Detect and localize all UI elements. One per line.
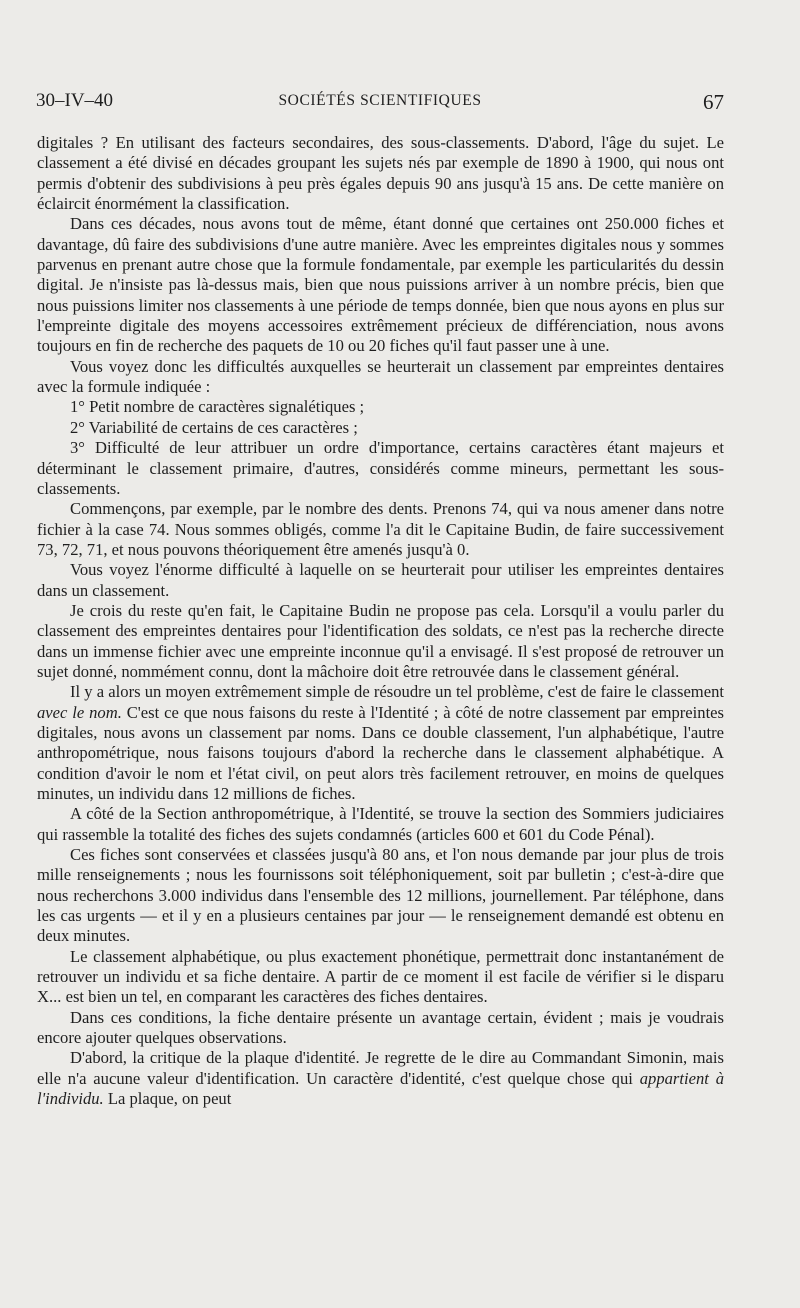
paragraph: Je crois du reste qu'en fait, le Capitaine Budin ne propose pas cela. Lorsqu'il a voulu parler du classement des empreintes dentaires pour l'identification des soldats, ce n'est pas la recherche directe dans un immense fichier avec une empreinte inconnue qu'il a envisagé. Il s'est proposé de retrouver un sujet donné, nommément connu, dont la mâchoire doit être retrouvée dans le classement général.	[37, 600, 724, 681]
list-item: 1° Petit nombre de caractères signalétiques ;	[70, 397, 365, 417]
page-number: 67	[703, 90, 724, 114]
list-item: 3° Difficulté de leur attribuer un ordre d'importance, certains caractères étant majeurs et déterminant le classement primaire, d'autres, considérés comme mineurs, permettant les sous-classements.	[37, 438, 724, 498]
paragraph: digitales ? En utilisant des facteurs secondaires, des sous-classements. D'abord, l'âge du sujet. Le classement a été divisé en décades groupant les sujets nés par exemple de 1890 à 1900, qui nous ont permis d'obtenir des subdivisions à peu près égales depuis 90 ans jusqu'à 15 ans. De cette manière on éclaircit énormément la classification.	[37, 133, 724, 214]
paragraph: Le classement alphabétique, ou plus exactement phonétique, permettrait donc instantanément de retrouver un individu et sa fiche dentaire. A partir de ce moment il est facile de vérifier si le disparu X... est bien un tel, en comparant les caractères des fiches dentaires.	[37, 946, 724, 1007]
header-title: SOCIÉTÉS SCIENTIFIQUES	[278, 92, 482, 109]
body-text	[37, 133, 724, 1110]
paragraph	[37, 1048, 724, 1109]
paragraph: A côté de la Section anthropométrique, à l'Identité, se trouve la section des Sommiers judiciaires qui rassemble la totalité des fiches des sujets condamnés (articles 600 et 601 du Code Pénal).	[37, 804, 724, 844]
paragraph: Commençons, par exemple, par le nombre des dents. Prenons 74, qui va nous amener dans notre fichier à la case 74. Nous sommes obligés, comme l'a dit le Capitaine Budin, de faire successivement 73, 72, 71, et nous pouvons théoriquement être amenés jusqu'à 0.	[37, 499, 724, 559]
paragraph: Ces fiches sont conservées et classées jusqu'à 80 ans, et l'on nous demande par jour plus de trois mille renseignements ; nous les fournissons soit téléphoniquement, soit par bulletin ; c'est-à-dire que nous recherchons 3.000 individus dans l'ensemble des 12 millions, journellement. Par téléphone, dans les cas urgents — et il y en a plusieurs centaines par jour — le renseignement demandé est obtenu en deux minutes.	[37, 845, 724, 946]
text-run: Il y a alors un moyen extrêmement simple de résoudre un tel problème, c'est de faire le classement	[70, 682, 724, 702]
text-run: La plaque, on peut	[103, 1089, 232, 1109]
text-run: C'est ce que nous faisons du reste à l'Identité ; à côté de notre classement par empreintes digitales, nous avons un classement par noms. Dans ce double classement, l'un alphabétique, l'autre anthropométrique, nous faisons toujours d'abord la recherche dans le classement alphabétique. A condition d'avoir le nom et l'état civil, on peut alors très facilement retrouver, en moins de quelques minutes, un individu dans 12 millions de fiches.	[37, 702, 725, 803]
header-date: 30–IV–40	[36, 90, 114, 111]
paragraph: Dans ces décades, nous avons tout de même, étant donné que certaines ont 250.000 fiches et davantage, dû faire des subdivisions d'une autre manière. Avec les empreintes digitales nous y sommes parvenus en prenant autre chose que la formule fondamentale, par exemple les particularités du dessin digital. Je n'insiste pas là-dessus mais, bien que nous puissions arriver à un nombre précis, bien que nous puissions limiter nos classements à une période de temps donnée, bien que nous ayons en plus sur l'empreinte digitale des moyens accessoires extrêmement précieux de différenciation, nous avons toujours en fin de recherche des paquets de 10 ou 20 fiches qu'il faut passer une à une.	[37, 214, 724, 356]
paragraph: Vous voyez l'énorme difficulté à laquelle on se heurterait pour utiliser les empreintes dentaires dans un classement.	[37, 560, 724, 600]
list-item: 2° Variabilité de certains de ces caractères ;	[70, 417, 358, 437]
paragraph: Vous voyez donc les difficultés auxquelles se heurterait un classement par empreintes dentaires avec la formule indiquée :	[37, 356, 724, 397]
running-head	[36, 90, 724, 116]
italic-emphasis: avec le nom.	[37, 702, 122, 722]
paragraph: Dans ces conditions, la fiche dentaire présente un avantage certain, évident ; mais je voudrais encore ajouter quelques observations.	[37, 1007, 724, 1048]
paragraph	[37, 682, 724, 804]
italic-emphasis: appartient à l'individu.	[37, 1068, 724, 1109]
text-run: D'abord, la critique de la plaque d'identité. Je regrette de le dire au Commandant Simonin, mais elle n'a aucune valeur d'identification. Un caractère d'identité, c'est quelque chose qui	[37, 1048, 724, 1088]
